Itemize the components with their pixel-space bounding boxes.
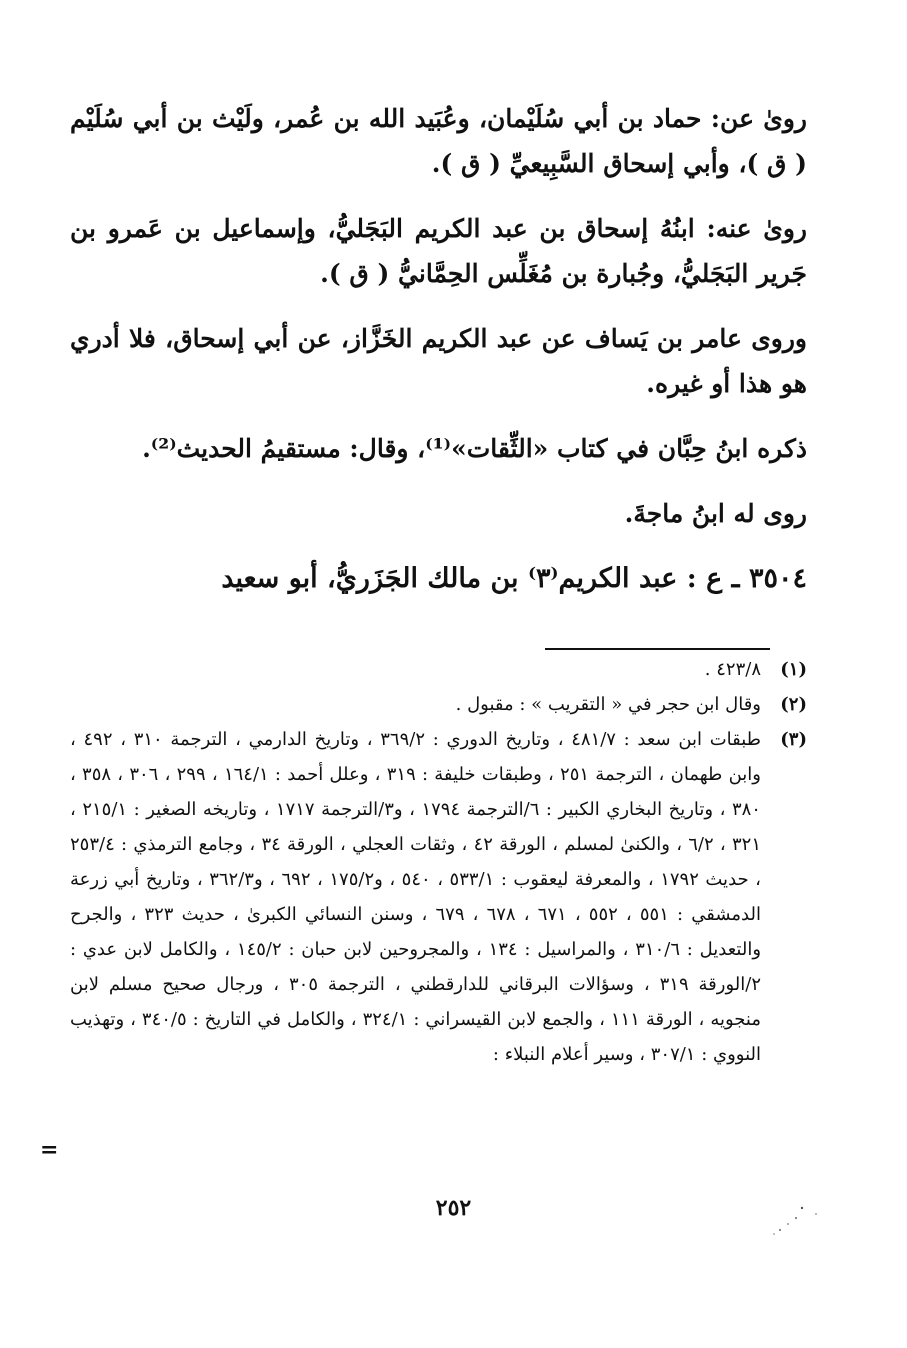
- scan-specks: [760, 1200, 820, 1260]
- page-number: ٢٥٢: [435, 1195, 472, 1221]
- footnote-text: ٤٢٣/٨ .: [704, 659, 761, 680]
- footnote-number: (٣): [780, 729, 807, 750]
- footnote-1: [70, 652, 807, 687]
- amir-ibn-yasaf-paragraph: وروى عامر بن يَساف عن عبد الكريم الخَزَّاز، عن أبي إسحاق، فلا أدري هو هذا أو غيره.: [70, 324, 807, 398]
- footnotes: [70, 652, 807, 1072]
- narrators-paragraph: رویٰ عنه: ابنُهُ إسحاق بن عبد الكريم البَجَليُّ، وإسماعيل بن عَمرو بن جَرير البَجَليُّ، وجُبارة بن مُغَلِّس الحِمَّانيُّ ( ق ).: [70, 214, 807, 288]
- continuation-mark: =: [40, 1137, 59, 1163]
- footnote-text: طبقات ابن سعد : ٤٨١/٧ ، وتاريخ الدوري : ٣٦٩/٢ ، وتاريخ الدارمي ، الترجمة ٣١٠ ، ٤٩٢ ، وابن طهمان ، الترجمة ٢٥١ ، وطبقات خليفة : ٣١٩ ، وعلل أحمد : ١٦٤/١ ، ٢٩٩ ، ٣٠٦ ، ٣٥٨ ، ٣٨٠ ، وتاريخ البخاري الكبير : ٦/الترجمة ١٧٩٤ ، و٣/الترجمة ١٧١٧ ، وتاريخه الصغير : ٢١٥/١ ، ٣٢١ ، ٦/٢ ، والكنىٰ لمسلم ، الورقة ٤٢ ، وثقات العجلي ، الورقة ٣٤ ، وجامع الترمذي : ٢٥٣/٤ ، حديث ١٧٩٢ ، والمعرفة ليعقوب : ٥٣٣/١ ، ٥٤٠ ، و١٧٥/٢ ، ٦٩٢ ، و٣٦٢/٣ ، وتاريخ أبي زرعة الدمشقي : ٥٥١ ، ٥٥٢ ، ٦٧١ ، ٦٧٨ ، ٦٧٩ ، وسنن النسائي الكبرىٰ ، حديث ٣٢٣ ، والجرح والتعديل : ٣١٠/٦ ، والمراسيل : ١٣٤ ، والمجروحين لابن حبان : ١٤٥/٢ ، والكامل لابن عدي : ٢/الورقة ٣١٩ ، وسؤالات البرقاني للدارقطني ، الترجمة ٣٠٥ ، ورجال صحيح مسلم لابن منجويه ، الورقة ١١١ ، والجمع لابن القيسراني : ٣٢٤/١ ، والكامل في التاريخ : ٣٤٠/٥ ، وتهذيب النووي : ٣٠٧/١ ، وسير أعلام النبلاء :: [70, 729, 762, 1065]
- narrated-from-paragraph: رویٰ عن: حماد بن أبي سُلَيْمان، وعُبَيد الله بن عُمر، ولَيْث بن أبي سُلَيْم ( ق )، وأبي إسحاق السَّبِيعيِّ ( ق ).: [70, 104, 807, 178]
- footnote-separator: [545, 648, 770, 650]
- ibn-majah-paragraph: روى له ابنُ ماجةَ.: [624, 499, 807, 528]
- entry-heading-3504: ٣٥٠٤ ـ ع : عبد الكريم⁽٣⁾ بن مالك الجَزَريُّ، أبو سعيد: [221, 563, 807, 594]
- footnote-3: [70, 722, 807, 1072]
- main-text: [70, 96, 807, 601]
- ibn-hibban-paragraph: ذكره ابنُ حِبَّان في كتاب «الثِّقات»⁽¹⁾، وقال: مستقيمُ الحديث⁽²⁾.: [142, 434, 807, 463]
- footnote-2: [70, 687, 807, 722]
- footnote-number: (١): [780, 659, 807, 680]
- footnote-text: وقال ابن حجر في « التقريب » : مقبول .: [455, 694, 761, 715]
- footnote-number: (٢): [780, 694, 807, 715]
